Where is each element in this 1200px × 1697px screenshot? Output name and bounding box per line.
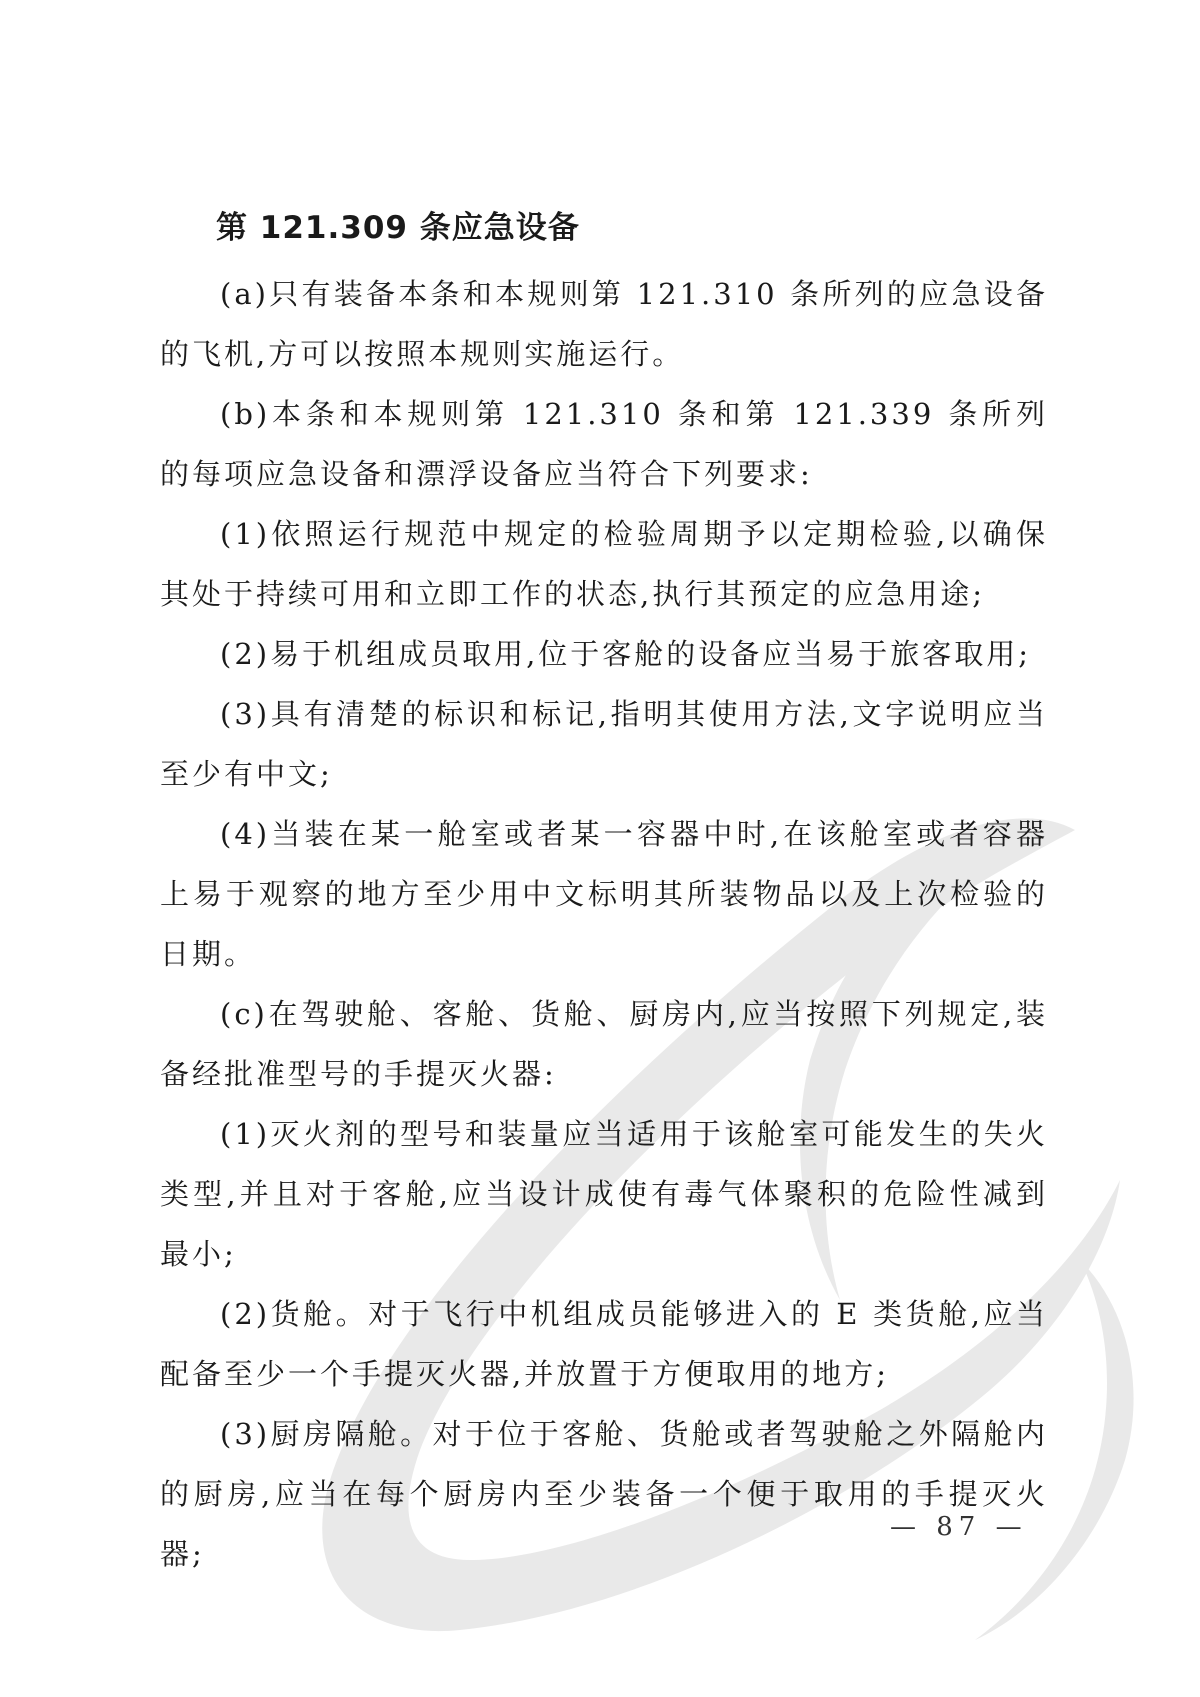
document-page <box>160 0 1048 1697</box>
paragraph-c-2: (2)货舱。对于飞行中机组成员能够进入的 E 类货舱,应当配备至少一个手提灭火器,并放置于方便取用的地方; <box>160 1297 1048 1391</box>
article-title: 第 121.309 条应急设备 <box>216 210 580 246</box>
paragraph-c-3: (3)厨房隔舱。对于位于客舱、货舱或者驾驶舱之外隔舱内的厨房,应当在每个厨房内至少装备一个便于取用的手提灭火器; <box>160 1417 1048 1571</box>
paragraph-b-4: (4)当装在某一舱室或者某一容器中时,在该舱室或者容器上易于观察的地方至少用中文标明其所装物品以及上次检验的日期。 <box>160 817 1048 971</box>
paragraph-b-2: (2)易于机组成员取用,位于客舱的设备应当易于旅客取用; <box>220 637 1032 671</box>
article-body <box>160 264 1048 1584</box>
page-number: — 87 — <box>890 1512 1028 1542</box>
paragraph-b-3: (3)具有清楚的标识和标记,指明其使用方法,文字说明应当至少有中文; <box>160 697 1048 791</box>
paragraph-b: (b)本条和本规则第 121.310 条和第 121.339 条所列的每项应急设备和漂浮设备应当符合下列要求: <box>160 397 1048 491</box>
paragraph-c: (c)在驾驶舱、客舱、货舱、厨房内,应当按照下列规定,装备经批准型号的手提灭火器: <box>160 997 1048 1091</box>
paragraph-a: (a)只有装备本条和本规则第 121.310 条所列的应急设备的飞机,方可以按照本规则实施运行。 <box>160 277 1048 371</box>
paragraph-c-1: (1)灭火剂的型号和装量应当适用于该舱室可能发生的失火类型,并且对于客舱,应当设计成使有毒气体聚积的危险性减到最小; <box>160 1117 1048 1271</box>
paragraph-b-1: (1)依照运行规范中规定的检验周期予以定期检验,以确保其处于持续可用和立即工作的状态,执行其预定的应急用途; <box>160 517 1048 611</box>
